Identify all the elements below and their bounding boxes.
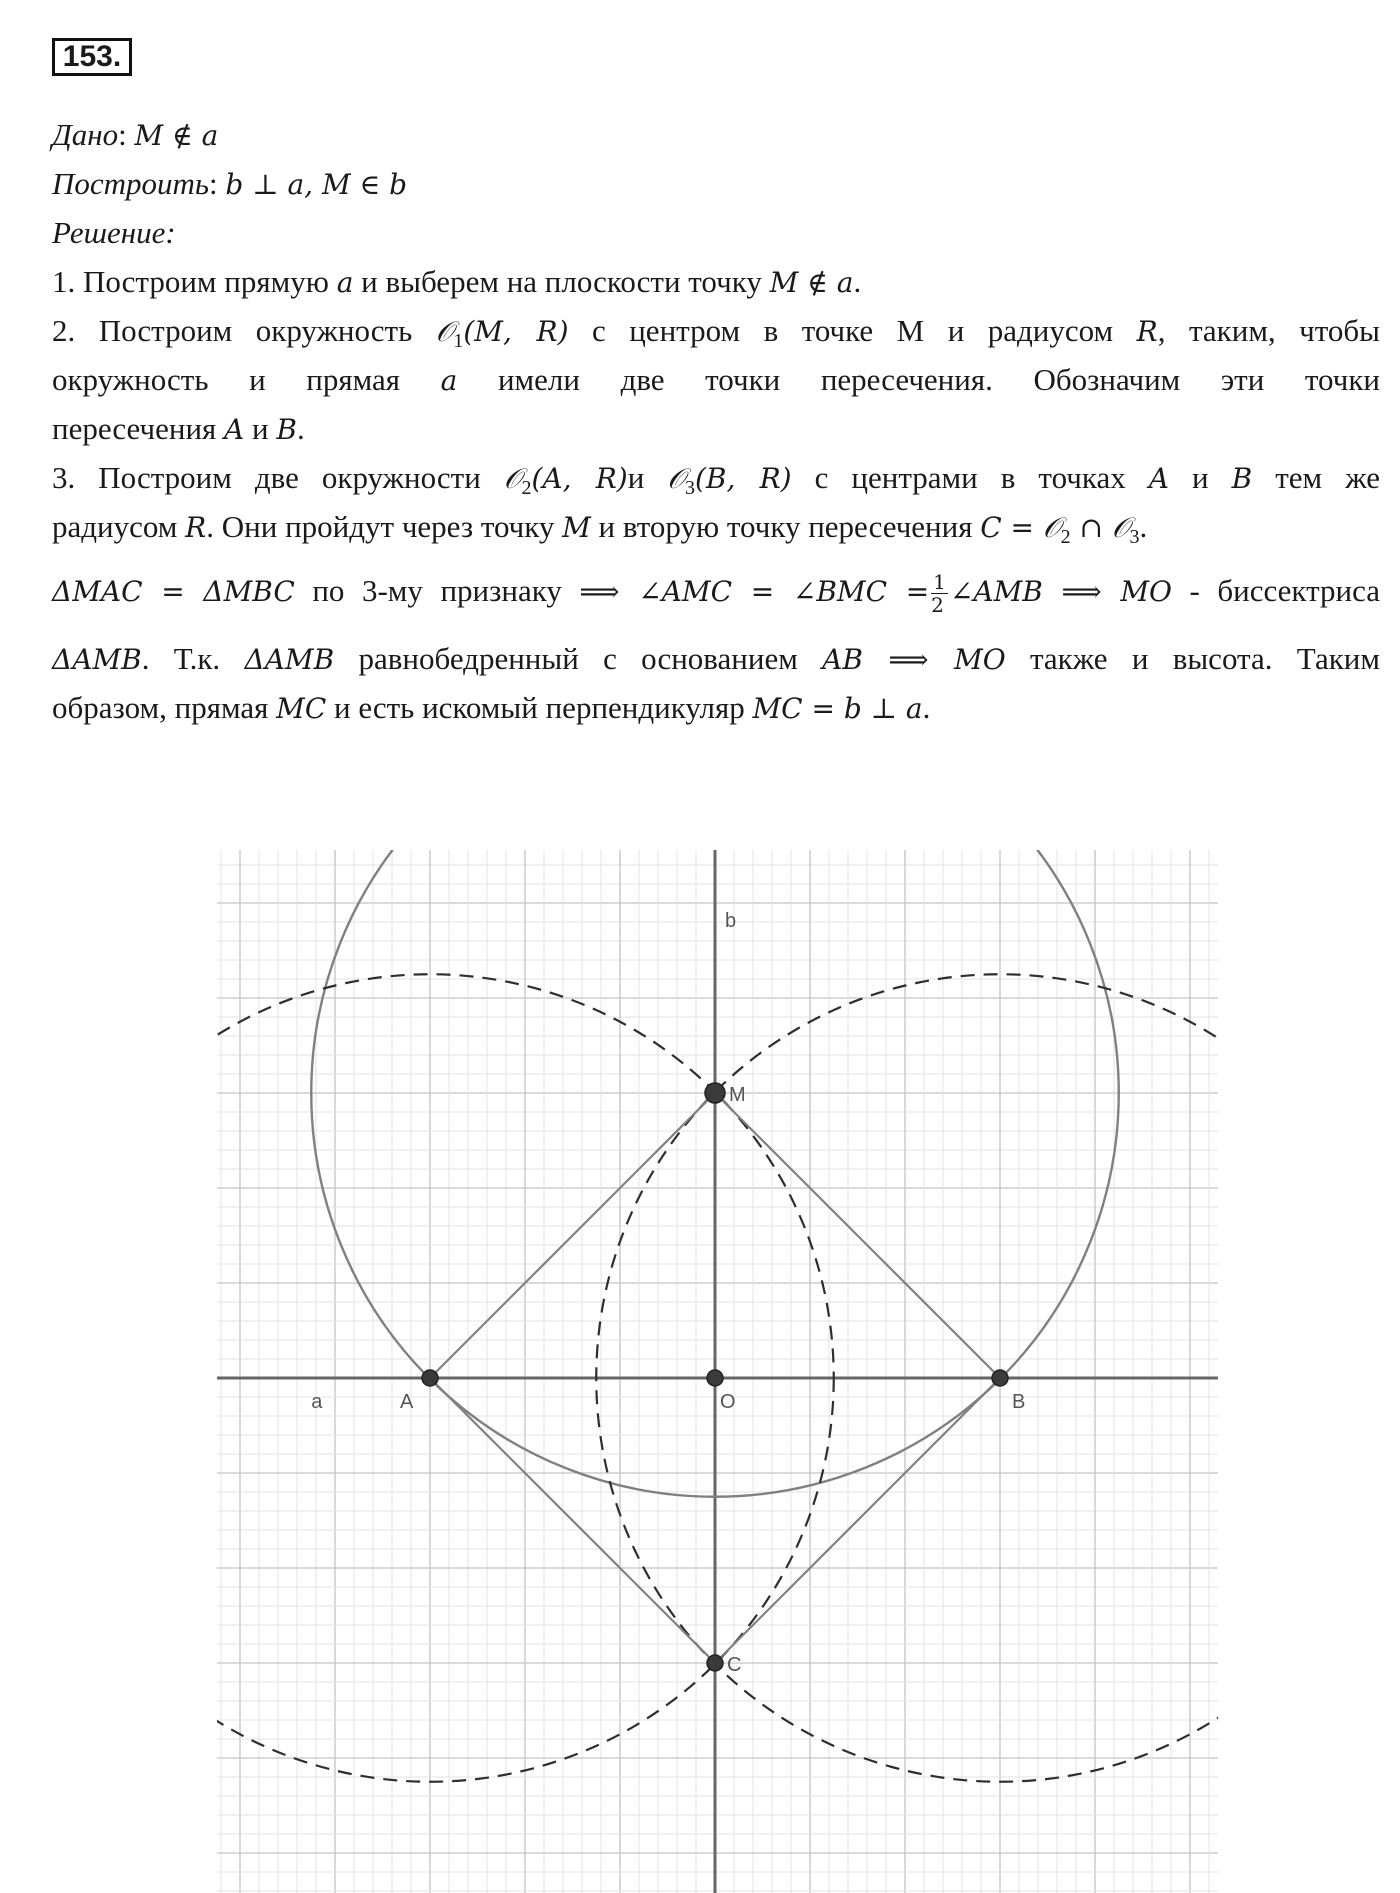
step3-circle3-args: (B, R) [694,462,792,495]
step3-circle2-args: (A, R) [531,462,628,495]
step2-line-a: a [440,364,458,397]
step2-circle-symbol: 𝒪 [435,315,454,348]
proof-text-l: образом, прямая [52,690,277,725]
given-line: Дано: M ∉ a [52,117,219,152]
label-o: O [720,1391,736,1413]
proof-text-b: по 3-му признаку [294,573,580,608]
given-expr: M ∉ a [134,119,219,152]
step3-text-p: . Они пройдут через точку [206,509,563,544]
step1-text-c: и выберем на плоскости точку [353,264,770,299]
given-label: Дано [52,117,119,152]
proof-conclusion: MC = b ⊥ a [752,692,923,725]
step3-text-k: и [1168,460,1232,495]
step3-radius: R [185,511,207,544]
step2-text-g: , таким, чтобы [1157,313,1380,348]
step3-subscript-3: 3 [684,477,695,499]
step3-point-a: A [1148,462,1169,495]
step3-text-e: и [627,460,668,495]
proof-text-e: - биссектриса [1171,573,1380,608]
step3-point-b: B [1231,462,1253,495]
point-b [992,1370,1008,1386]
proof-triangle-2: ΔAMB [244,643,335,676]
label-line-b: b [725,909,737,932]
construct-label: Построить [52,166,210,201]
fraction-denominator: 2 [931,593,944,618]
problem-number: 153. [52,38,132,76]
step2-text-e: с центром в точке М и радиусом [568,313,1137,348]
proof-base: AB ⟹ MO [822,643,1006,676]
label-line-a: a [311,1391,323,1413]
proof-text-n: и есть искомый перпендикуляр [326,690,753,725]
segment-am [430,1093,715,1378]
proof-angle-amb: ∠AMB ⟹ MO [949,575,1172,608]
point-c [707,1655,723,1671]
segment-bc [715,1378,1000,1663]
step3-text-m: тем же [1252,460,1380,495]
step2-radius: R [1136,315,1158,348]
point-o [707,1370,723,1386]
label-b: B [1012,1391,1026,1413]
step1-text-d: M ∉ a [769,266,854,299]
point-a [422,1370,438,1386]
proof-text-i: равнобедренный с основанием [334,641,823,676]
step3-cap: ∩ 𝒪 [1070,511,1130,544]
step2-circle-args: (M, R) [463,315,569,348]
proof-congruence: ΔMAC = ΔMBC [52,575,295,608]
step3-circle2-symbol: 𝒪 [503,462,522,495]
construct-line: Построить: b ⊥ a, M ∈ b [52,166,408,201]
label-c: C [727,1654,742,1676]
step3-intersection-c: C = 𝒪 [980,511,1061,544]
step2-point-a: A [224,413,245,446]
step3-sub-3: 3 [1129,526,1140,548]
label-m: M [729,1084,746,1106]
step2-text-m: и [244,411,277,446]
step1-text-e: . [853,264,862,299]
step3-text-a: 3. Построим две окружности [52,460,504,495]
proof-text-g: . Т.к. [141,641,245,676]
label-a: A [400,1391,414,1413]
step3-point-m: M [562,511,591,544]
step1-text-a: 1. Построим прямую [52,264,337,299]
construct-expr: b ⊥ a, M ∈ b [225,168,408,201]
proof-triangle-1: ΔAMB [52,643,142,676]
solution-label: Решение: [52,215,176,250]
fraction-numerator: 1 [933,570,946,595]
step2-subscript: 1 [453,330,464,352]
proof-line-mc: MC [276,692,327,725]
proof-angles: ⟹ ∠AMC = ∠BMC = [579,575,930,608]
step3-text-w: . [1139,509,1148,544]
step2-text-k: пересечения [52,411,225,446]
segment-ac [430,1378,715,1663]
step3-text-i: с центрами в точках [791,460,1149,495]
step1-text-b: a [336,266,354,299]
step2-point-b: B [276,413,297,446]
step2-text-a: 2. Построим окружность [52,313,436,348]
step3-circle3-symbol: 𝒪 [667,462,685,495]
proof-text-k: также и высота. Таким [1005,641,1380,676]
step3-subscript-2: 2 [521,477,532,499]
step3-text-n: радиусом [52,509,186,544]
proof-text-p: . [922,690,931,725]
step2-text-o: . [296,411,305,446]
step3-text-r: и вторую точку пересечения [590,509,981,544]
step2-text-h: окружность и прямая [52,362,441,397]
step3-sub-2: 2 [1060,526,1071,548]
step2-text-j: имели две точки пересечения. Обозначим эти точки [457,362,1380,397]
segment-bm [715,1093,1000,1378]
point-m [705,1083,725,1103]
